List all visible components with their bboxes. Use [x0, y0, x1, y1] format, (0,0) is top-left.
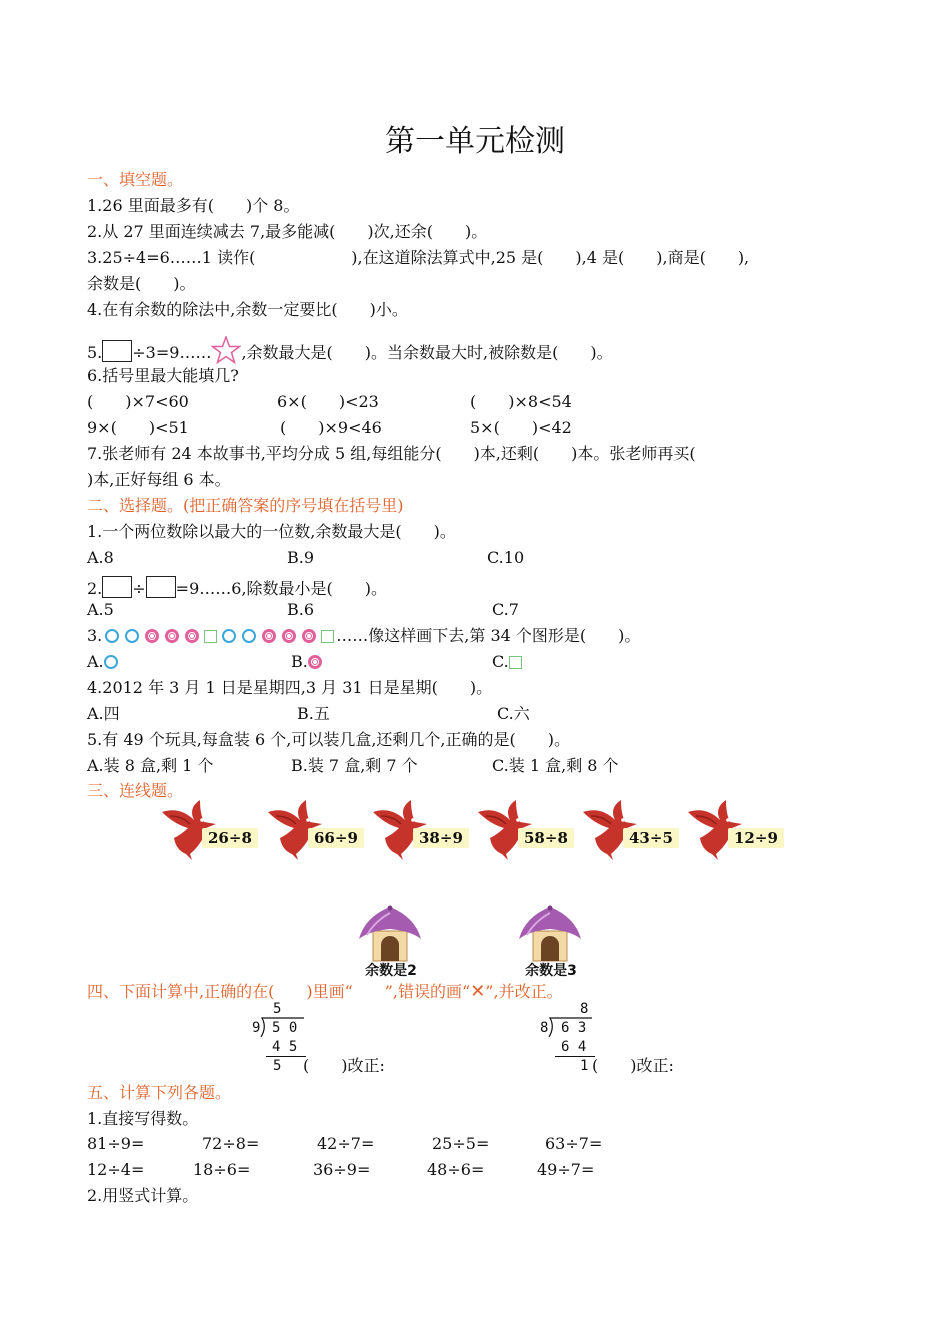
- s2-q5-opt-c: C.装 1 盒,剩 8 个: [492, 756, 619, 775]
- calc-item: 12÷4=: [87, 1160, 145, 1179]
- s2-q4-opt-a: A.四: [87, 704, 120, 723]
- s2-q4: 4.2012 年 3 月 1 日是星期四,3 月 31 日是星期( )。: [87, 678, 493, 697]
- bird-card[interactable]: [160, 798, 270, 862]
- bird-label: 58÷8: [518, 828, 574, 848]
- s1-q3b: 余数是( )。: [87, 274, 196, 293]
- bird-label: 43÷5: [623, 828, 679, 848]
- cross-icon: ✕: [470, 981, 486, 1002]
- s1-q6-r2-c3: 5×( )<42: [470, 418, 572, 437]
- pink-double-ring-icon: [185, 629, 199, 643]
- bird-card[interactable]: [371, 798, 481, 862]
- blank-box-icon: [146, 576, 176, 598]
- house-icon: [515, 905, 585, 963]
- blank-box-icon: [102, 340, 132, 362]
- s1-q6-r2-c2: ( )×9<46: [280, 418, 382, 437]
- s1-q5-mid: ÷3=9……: [132, 343, 212, 362]
- s1-q5-prefix: 5.: [87, 343, 103, 362]
- s2-q3-opt-b-label: B.: [291, 652, 308, 671]
- section-1-heading: 一、填空题。: [87, 170, 184, 189]
- green-square-icon: [204, 630, 217, 643]
- blank-box-icon: [102, 576, 132, 598]
- pink-double-ring-icon: [302, 629, 316, 643]
- page-title: 第一单元检测: [385, 124, 565, 159]
- s2-q3-opt-a: [87, 652, 121, 672]
- calc-item: 63÷7=: [545, 1134, 603, 1153]
- blue-ring-icon: [104, 655, 118, 669]
- green-square-icon: [321, 630, 334, 643]
- s1-q7b: )本,正好每组 6 本。: [87, 470, 231, 489]
- calc-item: 49÷7=: [537, 1160, 595, 1179]
- divider: [555, 1056, 595, 1057]
- remainder: 5: [273, 1058, 282, 1074]
- s2-q2-suffix: =9……6,除数最小是( )。: [175, 579, 388, 598]
- check-blank-2[interactable]: ( )改正:: [592, 1056, 674, 1075]
- section-4-heading: [87, 982, 563, 1002]
- divisor: 8: [540, 1020, 549, 1036]
- s1-q5: [87, 336, 613, 369]
- s2-q3-opt-c: [492, 652, 524, 672]
- s1-q5-suffix: ,余数最大是( )。当余数最大时,被除数是( )。: [241, 343, 613, 362]
- s2-q2: [87, 576, 387, 599]
- s2-q5-opt-b: B.装 7 盒,剩 7 个: [291, 756, 418, 775]
- s1-q6-r1-c3: ( )×8<54: [470, 392, 572, 411]
- s1-q4: 4.在有余数的除法中,余数一定要比( )小。: [87, 300, 408, 319]
- star-icon: [211, 336, 241, 369]
- house-remainder-2[interactable]: [355, 905, 425, 980]
- calc-item: 25÷5=: [432, 1134, 490, 1153]
- bird-card[interactable]: [581, 798, 691, 862]
- s2-q1-opt-b: B.9: [287, 548, 315, 567]
- pink-double-ring-icon: [282, 629, 296, 643]
- s1-q6-r1-c1: ( )×7<60: [87, 392, 189, 411]
- s2-q1-opt-c: C.10: [487, 548, 525, 567]
- s1-q6-r2-c1: 9×( )<51: [87, 418, 189, 437]
- house-remainder-3[interactable]: [515, 905, 585, 980]
- bird-label: 66÷9: [308, 828, 364, 848]
- green-square-icon: [509, 656, 522, 669]
- s1-q1: 1.26 里面最多有( )个 8。: [87, 196, 300, 215]
- dividend: 6 3: [561, 1020, 587, 1036]
- s2-q3-suffix: ……像这样画下去,第 34 个图形是( )。: [336, 626, 641, 645]
- s1-q2: 2.从 27 里面连续减去 7,最多能减( )次,还余( )。: [87, 222, 488, 241]
- s2-q2-opt-a: A.5: [87, 600, 114, 619]
- calc-item: 42÷7=: [317, 1134, 375, 1153]
- s2-q4-opt-c: C.六: [497, 704, 530, 723]
- bird-card[interactable]: [266, 798, 376, 862]
- s2-q3-opt-b: [291, 652, 325, 672]
- bird-card[interactable]: [686, 798, 796, 862]
- blue-ring-icon: [222, 629, 236, 643]
- calc-item: 72÷8=: [202, 1134, 260, 1153]
- s1-q7a: 7.张老师有 24 本故事书,平均分成 5 组,每组能分( )本,还剩( )本。张老师再买(: [87, 444, 696, 463]
- dividend: 5 0: [272, 1020, 298, 1036]
- remainder: 1: [580, 1058, 589, 1074]
- s5-sub2: 2.用竖式计算。: [87, 1186, 199, 1205]
- section-2-heading: 二、选择题。(把正确答案的序号填在括号里): [87, 496, 404, 515]
- s2-q1: 1.一个两位数除以最大的一位数,余数最大是( )。: [87, 522, 456, 541]
- s5-sub1: 1.直接写得数。: [87, 1109, 199, 1128]
- house-label: 余数是3: [525, 963, 577, 979]
- s2-q3-opt-a-label: A.: [87, 652, 104, 671]
- blue-ring-icon: [125, 629, 139, 643]
- house-icon: [355, 905, 425, 963]
- s2-q1-opt-a: A.8: [87, 548, 114, 567]
- s2-q2-opt-b: B.6: [287, 600, 315, 619]
- quotient: 5: [273, 1001, 282, 1017]
- s1-q6-r1-c2: 6×( )<23: [277, 392, 379, 411]
- pink-double-ring-icon: [308, 655, 322, 669]
- s1-q3a: 3.25÷4=6……1 读作( ),在这道除法算式中,25 是( ),4 是( ),商是( ),: [87, 248, 750, 267]
- divider: [266, 1056, 306, 1057]
- calc-item: 81÷9=: [87, 1134, 145, 1153]
- s2-q2-opt-c: C.7: [492, 600, 519, 619]
- section-5-heading: 五、计算下列各题。: [87, 1083, 232, 1102]
- s2-q3: [87, 626, 640, 646]
- bird-card[interactable]: [476, 798, 586, 862]
- quotient: 8: [580, 1001, 589, 1017]
- bird-label: 26÷8: [202, 828, 258, 848]
- pink-double-ring-icon: [165, 629, 179, 643]
- blue-ring-icon: [242, 629, 256, 643]
- s2-q4-opt-b: B.五: [297, 704, 330, 723]
- blue-ring-icon: [105, 629, 119, 643]
- s2-q5: 5.有 49 个玩具,每盒装 6 个,可以装几盒,还剩几个,正确的是( )。: [87, 730, 570, 749]
- house-label: 余数是2: [365, 963, 417, 979]
- s2-q3-opt-c-label: C.: [492, 652, 509, 671]
- s2-q3-prefix: 3.: [87, 626, 103, 645]
- bird-label: 12÷9: [728, 828, 784, 848]
- s1-q6: 6.括号里最大能填几?: [87, 366, 239, 385]
- s2-q2-div: ÷: [132, 579, 146, 598]
- s2-q5-opt-a: A.装 8 盒,剩 1 个: [87, 756, 214, 775]
- s4-heading-b: ”,并改正。: [485, 982, 563, 1001]
- calc-item: 18÷6=: [193, 1160, 251, 1179]
- bird-label: 38÷9: [413, 828, 469, 848]
- pink-double-ring-icon: [145, 629, 159, 643]
- s2-q2-prefix: 2.: [87, 579, 103, 598]
- divisor: 9: [252, 1020, 261, 1036]
- section-3-heading: 三、连线题。: [87, 781, 184, 800]
- s4-heading-a: 四、下面计算中,正确的在( )里画“ ”,错误的画“: [87, 982, 471, 1001]
- pink-double-ring-icon: [262, 629, 276, 643]
- product: 6 4: [561, 1039, 587, 1055]
- product: 4 5: [272, 1039, 298, 1055]
- calc-item: 36÷9=: [313, 1160, 371, 1179]
- check-blank-1[interactable]: ( )改正:: [303, 1056, 385, 1075]
- calc-item: 48÷6=: [427, 1160, 485, 1179]
